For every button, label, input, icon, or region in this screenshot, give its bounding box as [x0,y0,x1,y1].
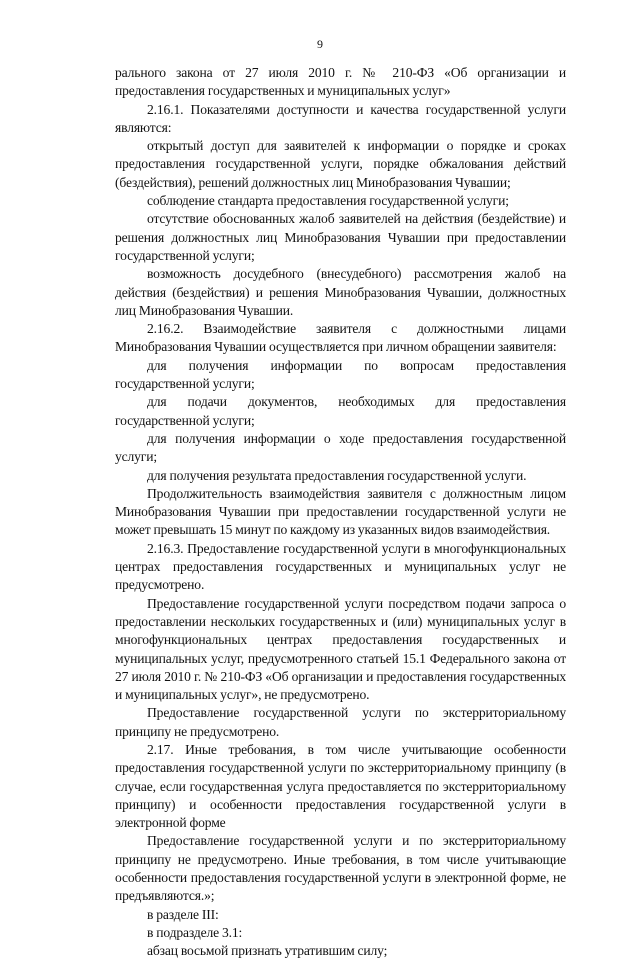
paragraph: возможность досудебного (внесудебного) рассмотрения жалоб на действия (бездействия) и решения Минобразования Чувашии, должностных лиц Минобразования Чувашии. [115,266,566,318]
paragraph-continuation: рального закона от 27 июля 2010 г. № 210-ФЗ «Об организации и предоставления государственных и муниципальных услуг» [115,65,566,99]
paragraph: для получения информации по вопросам предоставления государственной услуги; [115,357,566,392]
paragraph: 2.17. Иные требования, в том числе учитывающие особенности предоставления государственной услуги по экстерриториальному принципу (в случае, если государственная услуга предоставляется по экстерриториальному принципу) и особенности предоставления государственной услуги в электронной форме [115,741,566,831]
paragraph: Предоставление государственной услуги посредством подачи запроса о предоставлении нескольких государственных и (или) муниципальных услуг в многофункциональных центрах предоставления государственных и муниципальных услуг, предусмотренного статьей 15.1 Федерального закона от 27 июля 2010 г. № 210-ФЗ «Об организации и предоставления государственных и муниципальных услуг», не предусмотрено. [115,595,566,703]
paragraph: в подразделе 3.1: [147,924,243,940]
paragraph: 2.16.1. Показателями доступности и качества государственной услуги являются: [115,101,566,135]
page-number: 9 [317,37,323,51]
paragraph: для получения результата предоставления государственной услуги. [147,467,527,483]
paragraph: Предоставление государственной услуги и по экстерриториальному принципу не предусмотрено. Иные требования, в том числе учитывающие особенности предоставления государственной услуги в электронной форме, не предъявляются.»; [115,833,566,904]
paragraph: Предоставление государственной услуги по экстерриториальному принципу не предусмотрено. [115,705,566,739]
paragraph: соблюдение стандарта предоставления государственной услуги; [147,193,509,209]
paragraph: 2.16.2. Взаимодействие заявителя с должностными лицами Минобразования Чувашии осуществляется при личном обращении заявителя: [115,321,566,355]
paragraph: для получения информации о ходе предоставления государственной услуги; [115,430,566,465]
paragraph: открытый доступ для заявителей к информации о порядке и сроках предоставления государственной услуги, порядке обжалования действий (бездействия), решений должностных лиц Минобразования Чувашии; [115,138,566,190]
paragraph: Продолжительность взаимодействия заявителя с должностным лицом Минобразования Чувашии при предоставлении государственной услуги не может превышать 15 минут по каждому из указанных видов взаимодействия. [115,485,566,538]
paragraph: в разделе III: [147,906,219,922]
paragraph: отсутствие обоснованных жалоб заявителей на действия (бездействие) и решения должностных лиц Минобразования Чувашии при предоставлении государственной услуги; [115,211,566,263]
paragraph: 2.16.3. Предоставление государственной услуги в многофункциональных центрах предоставления государственных и муниципальных услуг не предусмотрено. [115,540,566,593]
paragraph: для подачи документов, необходимых для предоставления государственной услуги; [115,394,566,428]
paragraph: абзац восьмой признать утратившим силу; [147,943,388,959]
body-text [115,64,566,961]
